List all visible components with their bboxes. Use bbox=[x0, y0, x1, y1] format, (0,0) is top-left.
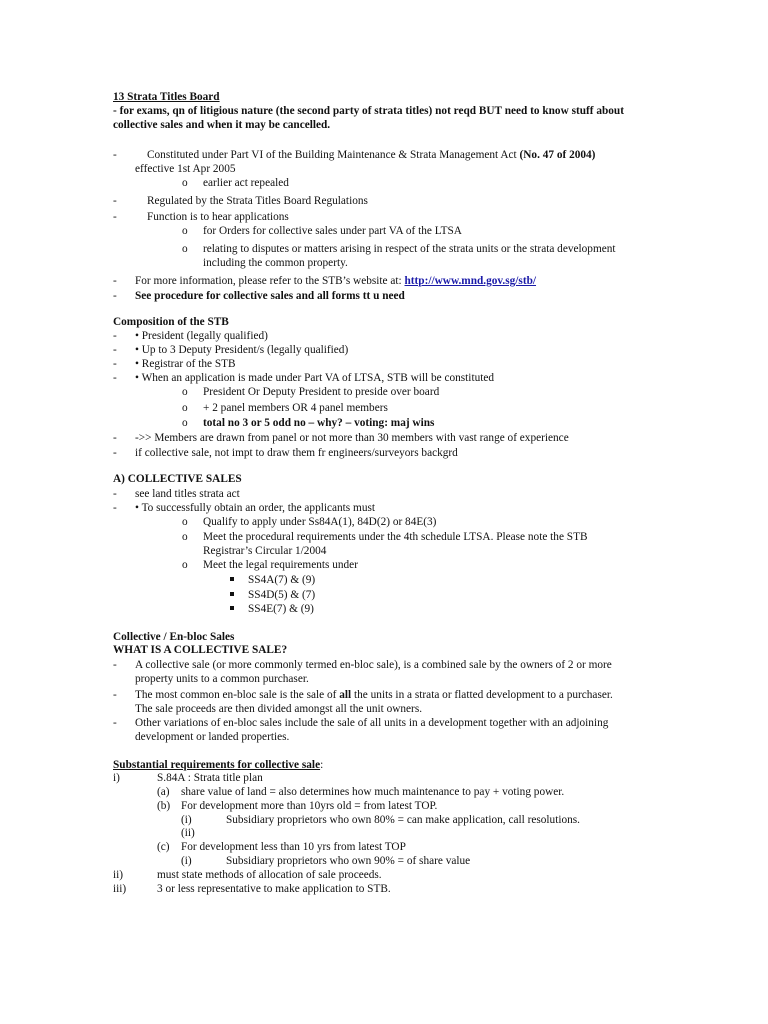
legal-section: SS4A(7) & (9) bbox=[248, 574, 316, 586]
function-disputes-line-2: including the common property. bbox=[203, 257, 348, 269]
req-subsub-label: (ii) bbox=[181, 827, 195, 839]
procedural-requirement-line-1: Meet the procedural requirements under the 4th schedule LTSA. Please note the STB bbox=[203, 531, 588, 543]
requirements-colon: : bbox=[320, 759, 324, 771]
common-enbloc-all: all bbox=[339, 689, 352, 701]
dash-bullet: - bbox=[113, 488, 117, 500]
definition-line-1: A collective sale (or more commonly termed en-bloc sale), is a combined sale by the owners of 2 or more bbox=[135, 659, 612, 671]
function-disputes-line-1: relating to disputes or matters arising in respect of the strata units or the strata development bbox=[203, 243, 616, 255]
dash-bullet: - bbox=[113, 344, 117, 356]
req-num: iii) bbox=[113, 883, 127, 895]
req-sub-label: (b) bbox=[157, 800, 171, 812]
requirements-heading-line bbox=[113, 758, 323, 772]
stb-website-link[interactable]: http://www.mnd.gov.sg/stb/ bbox=[404, 275, 537, 287]
act-repealed: earlier act repealed bbox=[203, 177, 289, 189]
dash-bullet: - bbox=[113, 195, 117, 207]
members-note: ->> Members are drawn from panel or not more than 30 members with vast range of experience bbox=[135, 432, 569, 444]
legal-section: SS4D(5) & (7) bbox=[248, 589, 316, 601]
function-orders: for Orders for collective sales under part VA of the LTSA bbox=[203, 225, 462, 237]
qualify-requirement: Qualify to apply under Ss84A(1), 84D(2) or 84E(3) bbox=[203, 516, 437, 528]
what-is-collective-sale: WHAT IS A COLLECTIVE SALE? bbox=[113, 644, 288, 656]
composition-sub-item: total no 3 or 5 odd no – why? – voting: maj wins bbox=[203, 417, 435, 429]
variations-line-2: development or landed properties. bbox=[135, 731, 290, 743]
circle-bullet: o bbox=[182, 243, 188, 255]
common-enbloc-pre: The most common en-bloc sale is the sale of bbox=[135, 689, 337, 701]
req-num: ii) bbox=[113, 869, 124, 881]
circle-bullet: o bbox=[182, 177, 188, 189]
exam-note-line-1: - for exams, qn of litigious nature (the second party of strata titles) not reqd BUT need to know stuff about bbox=[113, 105, 624, 117]
req-sub-text: For development more than 10yrs old = from latest TOP. bbox=[181, 800, 438, 812]
dash-bullet: - bbox=[113, 211, 117, 223]
dash-bullet: - bbox=[113, 358, 117, 370]
dash-bullet: - bbox=[113, 432, 117, 444]
square-bullet bbox=[230, 592, 234, 596]
see-land-titles: see land titles strata act bbox=[135, 488, 240, 500]
req-subsub-label: (i) bbox=[181, 855, 192, 867]
circle-bullet: o bbox=[182, 559, 188, 571]
composition-heading: Composition of the STB bbox=[113, 316, 229, 328]
req-text: S.84A : Strata title plan bbox=[157, 772, 263, 784]
dash-bullet: - bbox=[113, 447, 117, 459]
dash-bullet: - bbox=[113, 689, 117, 701]
composition-item: • When an application is made under Part VA of LTSA, STB will be constituted bbox=[135, 372, 495, 384]
circle-bullet: o bbox=[182, 531, 188, 543]
more-info-text: For more information, please refer to the STB’s website at: bbox=[135, 275, 402, 287]
dash-bullet: - bbox=[113, 330, 117, 342]
common-enbloc-line-1 bbox=[135, 688, 613, 702]
collective-sales-heading: A) COLLECTIVE SALES bbox=[113, 473, 242, 485]
act-number: (No. 47 of 2004) bbox=[519, 149, 596, 161]
legal-section: SS4E(7) & (9) bbox=[248, 603, 314, 615]
req-sub-text: For development less than 10 yrs from latest TOP bbox=[181, 841, 406, 853]
req-subsub-label: (i) bbox=[181, 814, 192, 826]
page-title: 13 Strata Titles Board bbox=[113, 91, 220, 103]
dash-bullet: - bbox=[113, 275, 117, 287]
obtain-order: • To successfully obtain an order, the applicants must bbox=[135, 502, 375, 514]
circle-bullet: o bbox=[182, 225, 188, 237]
circle-bullet: o bbox=[182, 386, 188, 398]
common-enbloc-line-2: The sale proceeds are then divided amongst all the unit owners. bbox=[135, 703, 423, 715]
circle-bullet: o bbox=[182, 516, 188, 528]
req-sub-label: (a) bbox=[157, 786, 170, 798]
regulated-by: Regulated by the Strata Titles Board Regulations bbox=[147, 195, 368, 207]
procedural-requirement-line-2: Registrar’s Circular 1/2004 bbox=[203, 545, 327, 557]
act-text: Constituted under Part VI of the Building Maintenance & Strata Management Act bbox=[147, 149, 517, 161]
req-sub-text: share value of land = also determines how much maintenance to pay + voting power. bbox=[181, 786, 565, 798]
square-bullet bbox=[230, 577, 234, 581]
composition-item: • Up to 3 Deputy President/s (legally qualified) bbox=[135, 344, 349, 356]
dash-bullet: - bbox=[113, 290, 117, 302]
effective-date: effective 1st Apr 2005 bbox=[135, 163, 236, 175]
dash-bullet: - bbox=[113, 372, 117, 384]
req-text: must state methods of allocation of sale proceeds. bbox=[157, 869, 382, 881]
dash-bullet: - bbox=[113, 717, 117, 729]
dash-bullet: - bbox=[113, 659, 117, 671]
definition-line-2: property units to a common purchaser. bbox=[135, 673, 309, 685]
legal-requirement: Meet the legal requirements under bbox=[203, 559, 358, 571]
requirements-heading: Substantial requirements for collective sale bbox=[113, 759, 321, 771]
composition-sub-item: + 2 panel members OR 4 panel members bbox=[203, 402, 388, 414]
composition-item: • President (legally qualified) bbox=[135, 330, 268, 342]
req-text: 3 or less representative to make application to STB. bbox=[157, 883, 391, 895]
engineers-note: if collective sale, not impt to draw them fr engineers/surveyors backgrd bbox=[135, 447, 458, 459]
square-bullet bbox=[230, 606, 234, 610]
more-info-line bbox=[135, 274, 536, 288]
dash-bullet: - bbox=[113, 502, 117, 514]
composition-item: • Registrar of the STB bbox=[135, 358, 236, 370]
req-sub-label: (c) bbox=[157, 841, 170, 853]
common-enbloc-post: the units in a strata or flatted development to a purchaser. bbox=[354, 689, 613, 701]
circle-bullet: o bbox=[182, 402, 188, 414]
procedure-note: See procedure for collective sales and all forms tt u need bbox=[135, 290, 405, 302]
act-line bbox=[147, 148, 595, 162]
variations-line-1: Other variations of en-bloc sales include the sale of all units in a development together with an adjoining bbox=[135, 717, 609, 729]
req-subsub-text: Subsidiary proprietors who own 80% = can make application, call resolutions. bbox=[226, 814, 580, 826]
dash-bullet: - bbox=[113, 149, 117, 161]
composition-sub-item: President Or Deputy President to preside over board bbox=[203, 386, 440, 398]
req-subsub-text: Subsidiary proprietors who own 90% = of share value bbox=[226, 855, 471, 867]
circle-bullet: o bbox=[182, 417, 188, 429]
board-function: Function is to hear applications bbox=[147, 211, 289, 223]
req-num: i) bbox=[113, 772, 120, 784]
exam-note-line-2: collective sales and when it may be cancelled. bbox=[113, 119, 331, 131]
enbloc-heading: Collective / En-bloc Sales bbox=[113, 631, 235, 643]
